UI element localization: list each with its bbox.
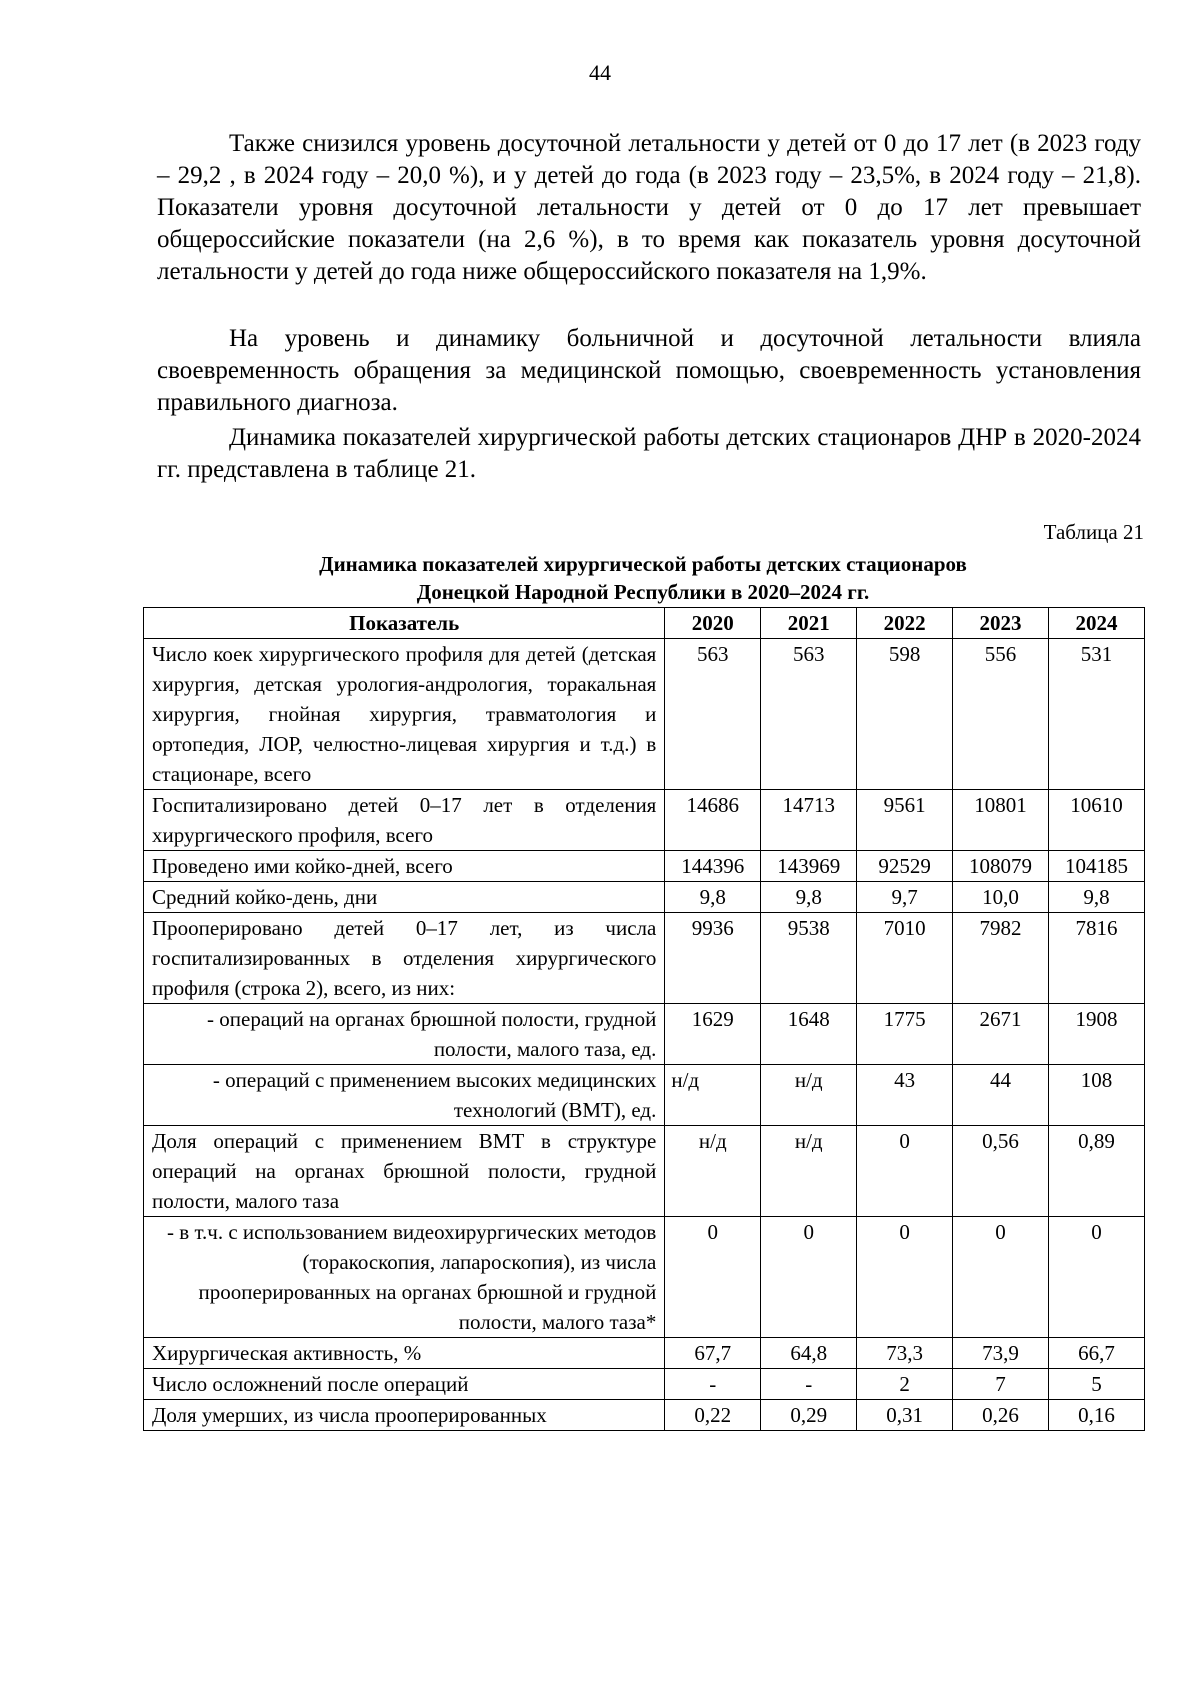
cell-value: 9538 (761, 913, 857, 1004)
cell-value: 7982 (953, 913, 1049, 1004)
cell-value: 1775 (857, 1004, 953, 1065)
row-indicator: Хирургическая активность, % (144, 1338, 665, 1369)
page-number: 44 (589, 60, 611, 85)
row-indicator: Средний койко-день, дни (144, 882, 665, 913)
surgical-indicators-table (143, 607, 1145, 1431)
cell-value: н/д (665, 1126, 761, 1217)
cell-value: 143969 (761, 851, 857, 882)
cell-value: н/д (761, 1126, 857, 1217)
cell-value: 0,31 (857, 1400, 953, 1431)
row-indicator: Число коек хирургического профиля для детей (детская хирургия, детская урология-андрология, торакальная хирургия, гнойная хирургия, травматология и ортопедия, ЛОР, челюстно-лицевая хирургия и т.д.) в стационаре, всего (144, 639, 665, 790)
table-row (144, 639, 1145, 790)
cell-value: 0,16 (1049, 1400, 1145, 1431)
cell-value: 66,7 (1049, 1338, 1145, 1369)
table-row (144, 1126, 1145, 1217)
cell-value: 0,26 (953, 1400, 1049, 1431)
row-indicator: Проведено ими койко-дней, всего (144, 851, 665, 882)
header-year: 2021 (761, 608, 857, 639)
paragraph-factors: На уровень и динамику больничной и досуточной летальности влияла своевременность обращения за медицинской помощью, своевременность установления правильного диагноза. (157, 325, 1141, 416)
table-row (144, 1400, 1145, 1431)
table-row (144, 913, 1145, 1004)
cell-value: 9,8 (1049, 882, 1145, 913)
cell-value: 0 (953, 1217, 1049, 1338)
table-row (144, 1004, 1145, 1065)
table-row (144, 851, 1145, 882)
row-indicator: Доля операций с применением ВМТ в структуре операций на органах брюшной полости, грудной полости, малого таза (144, 1126, 665, 1217)
cell-value: 0,89 (1049, 1126, 1145, 1217)
cell-value: - (761, 1369, 857, 1400)
cell-value: 0,22 (665, 1400, 761, 1431)
cell-value: 14713 (761, 790, 857, 851)
paragraph-mortality: Также снизился уровень досуточной летальности у детей от 0 до 17 лет (в 2023 году – 29,2 , в 2024 году – 20,0 %), и у детей до года (в 2023 году – 23,5%, в 2024 году – 21,8). Показатели уровня досуточной летальности у детей от 0 до 17 лет превышает общероссийские показатели (на 2,6 %), в то время как показатель уровня досуточной летальности у детей до года ниже общероссийского показателя на 1,9%. (157, 130, 1141, 285)
cell-value: 0 (857, 1217, 953, 1338)
row-indicator: Число осложнений после операций (144, 1369, 665, 1400)
header-year: 2023 (953, 608, 1049, 639)
table-row (144, 1369, 1145, 1400)
header-year: 2020 (665, 608, 761, 639)
cell-value: 7816 (1049, 913, 1145, 1004)
cell-value: 9936 (665, 913, 761, 1004)
cell-value: 108079 (953, 851, 1049, 882)
cell-value: 9,7 (857, 882, 953, 913)
cell-value: 0,29 (761, 1400, 857, 1431)
paragraph-table-intro: Динамика показателей хирургической работы детских стационаров ДНР в 2020-2024 гг. представлена в таблице 21. (157, 424, 1141, 483)
header-year: 2022 (857, 608, 953, 639)
header-year: 2024 (1049, 608, 1145, 639)
cell-value: 43 (857, 1065, 953, 1126)
cell-value: 0 (857, 1126, 953, 1217)
table-header-row (144, 608, 1145, 639)
cell-value: 73,9 (953, 1338, 1049, 1369)
table-row (144, 1217, 1145, 1338)
cell-value: 44 (953, 1065, 1049, 1126)
cell-value: 92529 (857, 851, 953, 882)
table-row (144, 1065, 1145, 1126)
cell-value: н/д (761, 1065, 857, 1126)
cell-value: 531 (1049, 639, 1145, 790)
cell-value: 10610 (1049, 790, 1145, 851)
header-indicator: Показатель (144, 608, 665, 639)
cell-value: 7010 (857, 913, 953, 1004)
cell-value: 1629 (665, 1004, 761, 1065)
cell-value: н/д (665, 1065, 761, 1126)
table-title (143, 550, 1143, 606)
cell-value: 10801 (953, 790, 1049, 851)
cell-value: 0 (1049, 1217, 1145, 1338)
cell-value: 108 (1049, 1065, 1145, 1126)
cell-value: 144396 (665, 851, 761, 882)
cell-value: 0,56 (953, 1126, 1049, 1217)
cell-value: 104185 (1049, 851, 1145, 882)
cell-value: 73,3 (857, 1338, 953, 1369)
cell-value: 563 (665, 639, 761, 790)
cell-value: 2 (857, 1369, 953, 1400)
table-row (144, 1338, 1145, 1369)
cell-value: 598 (857, 639, 953, 790)
cell-value: 1648 (761, 1004, 857, 1065)
cell-value: 5 (1049, 1369, 1145, 1400)
row-indicator: Госпитализировано детей 0–17 лет в отделения хирургического профиля, всего (144, 790, 665, 851)
cell-value: 64,8 (761, 1338, 857, 1369)
table-label: Таблица 21 (1043, 520, 1144, 544)
cell-value: 0 (761, 1217, 857, 1338)
cell-value: 7 (953, 1369, 1049, 1400)
table-title-line-1: Динамика показателей хирургической работы детских стационаров (319, 552, 967, 576)
cell-value: - (665, 1369, 761, 1400)
cell-value: 9,8 (761, 882, 857, 913)
cell-value: 10,0 (953, 882, 1049, 913)
cell-value: 563 (761, 639, 857, 790)
table-row (144, 790, 1145, 851)
cell-value: 0 (665, 1217, 761, 1338)
table-row (144, 882, 1145, 913)
cell-value: 14686 (665, 790, 761, 851)
row-indicator: - в т.ч. с использованием видеохирургических методов (торакоскопия, лапароскопия), из числа прооперированных на органах брюшной и грудной полости, малого таза* (144, 1217, 665, 1338)
row-indicator: Прооперировано детей 0–17 лет, из числа госпитализированных в отделения хирургического профиля (строка 2), всего, из них: (144, 913, 665, 1004)
row-indicator: - операций на органах брюшной полости, грудной полости, малого таза, ед. (144, 1004, 665, 1065)
table-title-line-2: Донецкой Народной Республики в 2020–2024 гг. (416, 580, 870, 604)
cell-value: 1908 (1049, 1004, 1145, 1065)
cell-value: 2671 (953, 1004, 1049, 1065)
row-indicator: Доля умерших, из числа прооперированных (144, 1400, 665, 1431)
row-indicator: - операций с применением высоких медицинских технологий (ВМТ), ед. (144, 1065, 665, 1126)
cell-value: 556 (953, 639, 1049, 790)
cell-value: 9,8 (665, 882, 761, 913)
cell-value: 9561 (857, 790, 953, 851)
cell-value: 67,7 (665, 1338, 761, 1369)
